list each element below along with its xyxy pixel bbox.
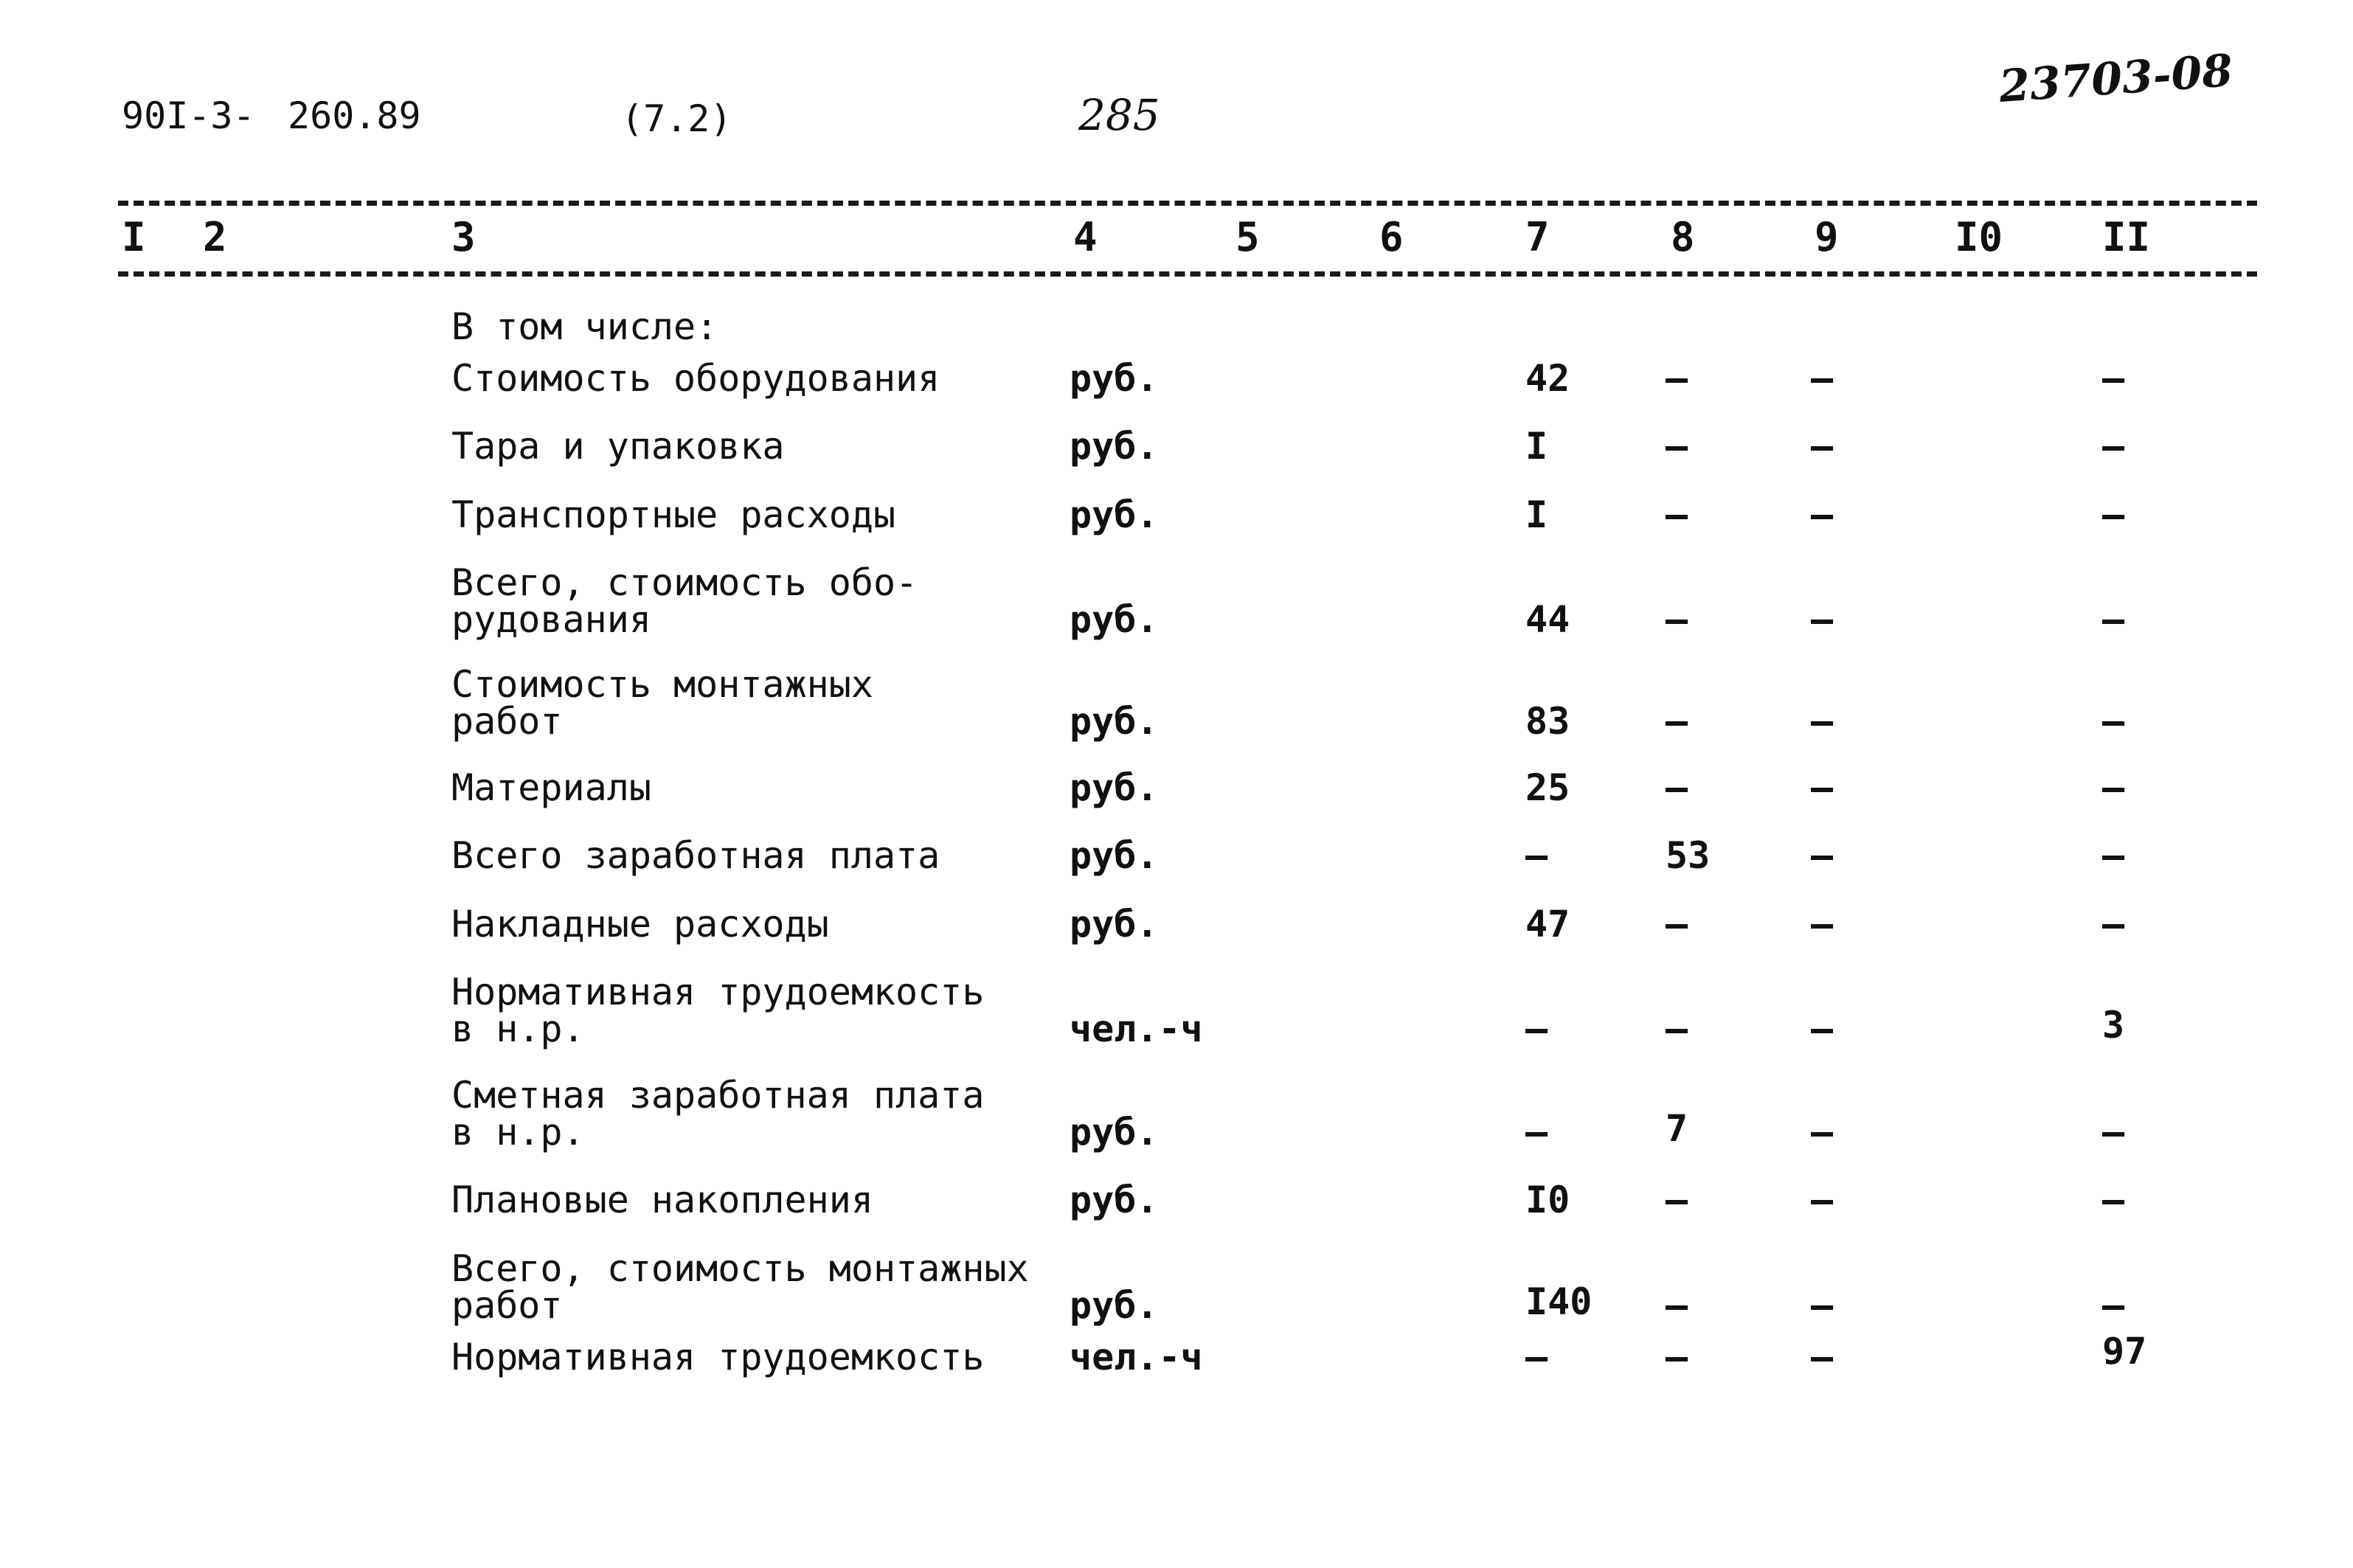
row-value-col11: –: [2102, 598, 2125, 641]
row-value-col9: –: [1811, 1007, 1834, 1050]
header-top-rule: [118, 201, 2257, 206]
row-unit: чел.-ч: [1070, 1336, 1203, 1378]
row-value-col9: –: [1811, 903, 1834, 946]
row-value-col7: 83: [1525, 700, 1570, 743]
row-name: Стоимость монтажных работ: [451, 663, 873, 743]
row-value-col9: –: [1811, 1284, 1834, 1327]
row-name: Сметная заработная плата в н.р.: [451, 1074, 985, 1154]
row-value-col7: –: [1525, 1336, 1548, 1378]
row-value-col8: –: [1666, 493, 1688, 536]
row-value-col11: –: [2102, 700, 2125, 743]
row-value-col7: 42: [1525, 357, 1570, 400]
row-value-col7: –: [1525, 834, 1548, 877]
row-name: Стоимость оборудования: [451, 357, 940, 400]
row-name: Плановые накопления: [451, 1179, 873, 1221]
column-number-8: 8: [1671, 214, 1695, 260]
row-value-col8: 53: [1666, 834, 1711, 877]
header-bottom-rule: [118, 271, 2257, 277]
row-unit: руб.: [1070, 1284, 1159, 1327]
row-name: Всего, стоимость монтажных работ: [451, 1247, 1029, 1327]
document-series: 90I-3-: [122, 94, 255, 137]
row-value-col9: –: [1811, 766, 1834, 809]
row-value-col11: –: [2102, 834, 2125, 877]
row-value-col9: –: [1811, 425, 1834, 468]
row-value-col7: I40: [1525, 1280, 1593, 1323]
column-number-9: 9: [1815, 214, 1839, 260]
row-value-col7: I: [1525, 425, 1548, 468]
row-unit: руб.: [1070, 766, 1159, 809]
row-unit: руб.: [1070, 903, 1159, 946]
row-value-col11: –: [2102, 766, 2125, 809]
row-value-col8: –: [1666, 425, 1688, 468]
row-unit: руб.: [1070, 1111, 1159, 1154]
row-name: Всего заработная плата: [451, 834, 940, 877]
row-unit: руб.: [1070, 493, 1159, 536]
row-name: Тара и упаковка: [451, 425, 785, 468]
row-value-col8: 7: [1666, 1107, 1688, 1150]
row-unit: руб.: [1070, 700, 1159, 743]
row-value-col8: –: [1666, 700, 1688, 743]
row-value-col8: –: [1666, 1007, 1688, 1050]
row-name: Накладные расходы: [451, 903, 829, 946]
row-value-col7: 25: [1525, 766, 1570, 809]
row-value-col9: –: [1811, 493, 1834, 536]
row-name: Нормативная трудоемкость: [451, 1336, 985, 1378]
archive-stamp-number: 23703-08: [1997, 45, 2235, 113]
column-number-5: 5: [1236, 214, 1260, 260]
column-number-2: 2: [203, 214, 227, 260]
row-value-col8: –: [1666, 1179, 1688, 1221]
table-intro: В том числе:: [451, 305, 718, 348]
row-value-col11: –: [2102, 1111, 2125, 1154]
row-value-col11: –: [2102, 493, 2125, 536]
column-number-6: 6: [1379, 214, 1404, 260]
row-value-col8: –: [1666, 598, 1688, 641]
row-value-col9: –: [1811, 834, 1834, 877]
sheet-code: (7.2): [621, 97, 732, 140]
row-value-col7: 47: [1525, 903, 1570, 946]
column-number-3: 3: [451, 214, 476, 260]
row-value-col8: –: [1666, 1284, 1688, 1327]
row-value-col11: 97: [2102, 1330, 2147, 1373]
row-value-col11: –: [2102, 425, 2125, 468]
row-value-col9: –: [1811, 1111, 1834, 1154]
row-value-col8: –: [1666, 357, 1688, 400]
row-value-col11: 3: [2102, 1004, 2125, 1047]
document-number: 260.89: [288, 94, 421, 137]
row-value-col11: –: [2102, 903, 2125, 946]
row-value-col7: 44: [1525, 598, 1570, 641]
row-value-col7: I0: [1525, 1179, 1570, 1221]
row-value-col8: –: [1666, 766, 1688, 809]
row-value-col11: –: [2102, 1179, 2125, 1221]
column-number-7: 7: [1525, 214, 1550, 260]
row-value-col7: –: [1525, 1007, 1548, 1050]
row-value-col11: –: [2102, 1284, 2125, 1327]
column-number-1: I: [122, 214, 146, 260]
row-name: Материалы: [451, 766, 651, 809]
row-value-col7: –: [1525, 1111, 1548, 1154]
row-unit: руб.: [1070, 1179, 1159, 1221]
column-number-11: II: [2102, 214, 2151, 260]
row-value-col9: –: [1811, 1336, 1834, 1378]
row-value-col8: –: [1666, 903, 1688, 946]
page-number: 285: [1078, 90, 1160, 140]
row-value-col9: –: [1811, 700, 1834, 743]
row-value-col11: –: [2102, 357, 2125, 400]
row-value-col9: –: [1811, 357, 1834, 400]
column-number-4: 4: [1073, 214, 1098, 260]
row-value-col7: I: [1525, 493, 1548, 536]
column-number-10: I0: [1955, 214, 2003, 260]
row-name: Транспортные расходы: [451, 493, 896, 536]
row-value-col8: –: [1666, 1336, 1688, 1378]
row-unit: руб.: [1070, 834, 1159, 877]
row-value-col9: –: [1811, 598, 1834, 641]
row-unit: чел.-ч: [1070, 1007, 1203, 1050]
row-name: Всего, стоимость обо- рудования: [451, 561, 918, 641]
row-unit: руб.: [1070, 357, 1159, 400]
row-name: Нормативная трудоемкость в н.р.: [451, 971, 985, 1050]
row-unit: руб.: [1070, 598, 1159, 641]
row-value-col9: –: [1811, 1179, 1834, 1221]
row-unit: руб.: [1070, 425, 1159, 468]
